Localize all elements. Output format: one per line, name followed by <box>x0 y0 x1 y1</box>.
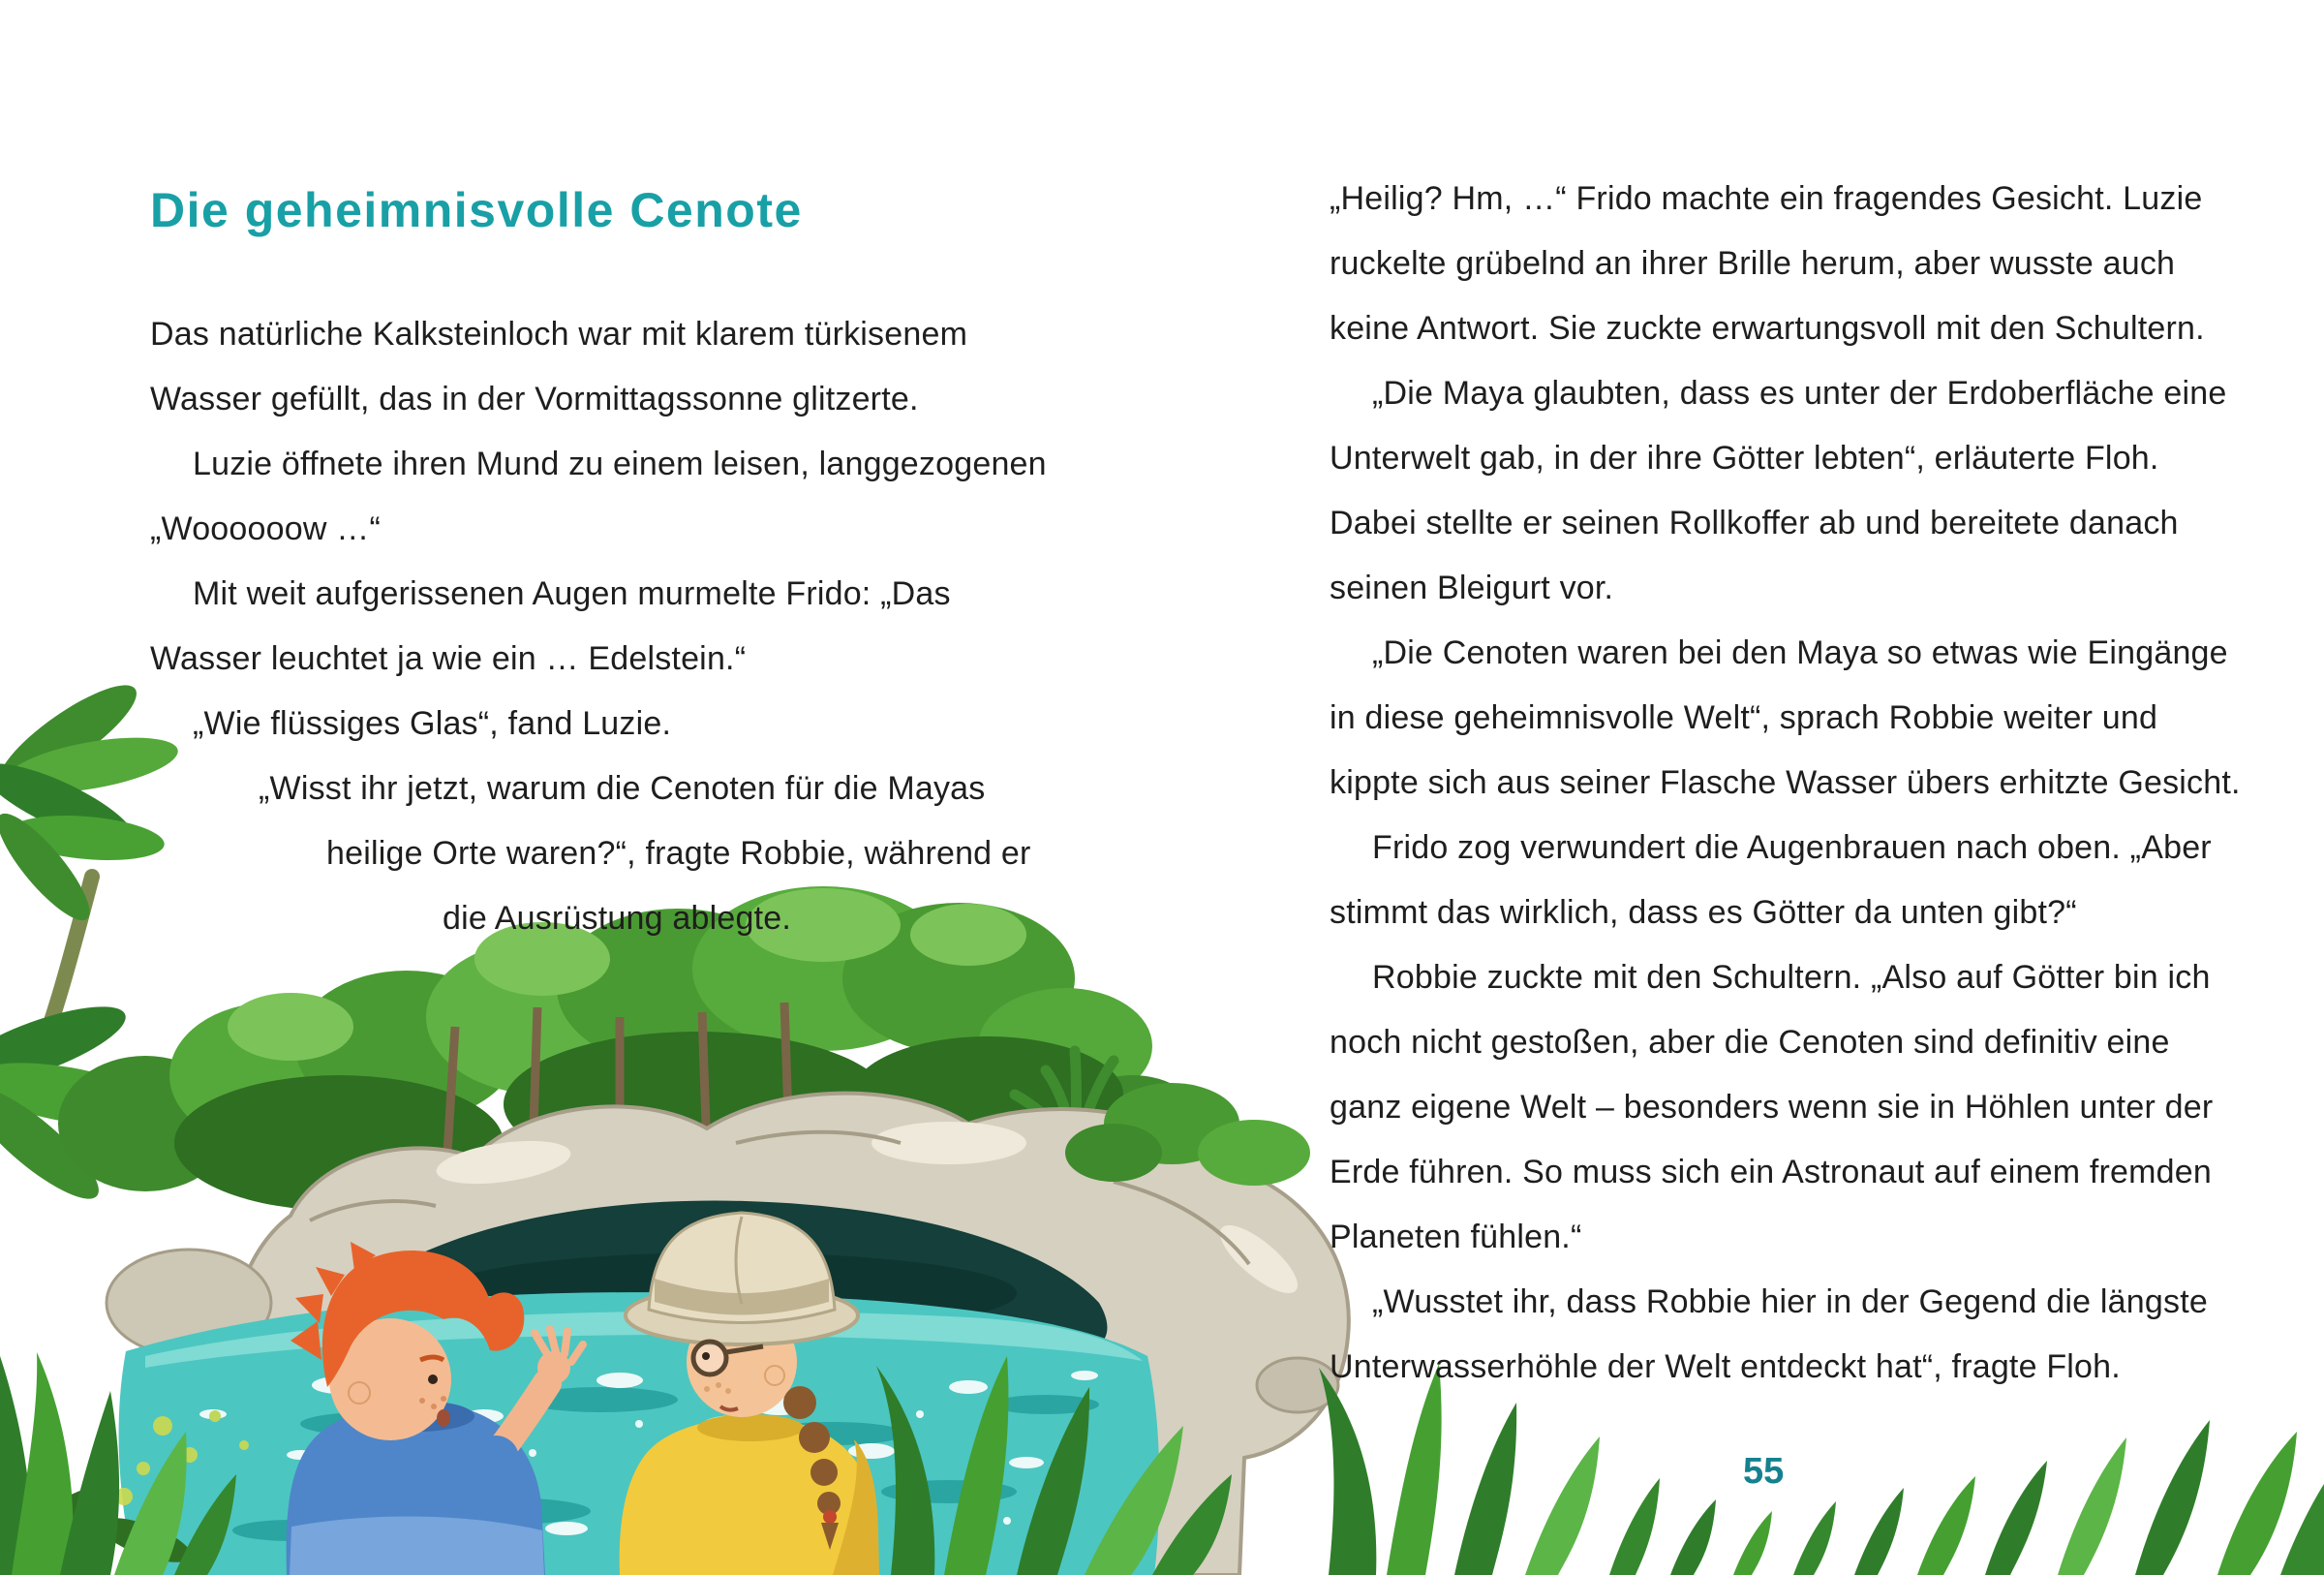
text-line: „Wie flüssiges Glas“, fand Luzie. <box>193 705 672 742</box>
left-page-text <box>150 302 1080 951</box>
text-line: Das natürliche Kalksteinloch war mit klarem türkisenem <box>150 316 968 353</box>
text-line: „Heilig? Hm, …“ Frido machte ein fragendes Gesicht. Luzie <box>1330 180 2203 217</box>
text-line: Dabei stellte er seinen Rollkoffer ab und bereitete danach <box>1330 505 2179 541</box>
text-line: die Ausrüstung ablegte. <box>443 900 791 937</box>
text-line: in diese geheimnisvolle Welt“, sprach Robbie weiter und <box>1330 699 2158 736</box>
text-line: kippte sich aus seiner Flasche Wasser übers erhitzte Gesicht. <box>1330 764 2241 801</box>
text-line: seinen Bleigurt vor. <box>1330 570 1614 606</box>
text-line: ganz eigene Welt – besonders wenn sie in Höhlen unter der <box>1330 1089 2214 1126</box>
text-line: keine Antwort. Sie zuckte erwartungsvoll mit den Schultern. <box>1330 310 2205 347</box>
text-line: Luzie öffnete ihren Mund zu einem leisen, langgezogenen <box>193 446 1047 482</box>
text-line: Wasser gefüllt, das in der Vormittagssonne glitzerte. <box>150 381 919 417</box>
text-line: „Wisst ihr jetzt, warum die Cenoten für die Mayas <box>259 770 986 807</box>
text-line: Unterwasserhöhle der Welt entdeckt hat“, fragte Floh. <box>1330 1348 2121 1385</box>
text-line: heilige Orte waren?“, fragte Robbie, während er <box>326 835 1031 872</box>
text-line: „Die Maya glaubten, dass es unter der Erdoberfläche eine <box>1372 375 2227 412</box>
text-line: „Wusstet ihr, dass Robbie hier in der Gegend die längste <box>1372 1283 2208 1320</box>
text-line: „Die Cenoten waren bei den Maya so etwas wie Eingänge <box>1372 634 2228 671</box>
page-number: 55 <box>1743 1451 1785 1492</box>
text-line: Planeten fühlen.“ <box>1330 1219 1582 1255</box>
text-line: stimmt das wirklich, dass es Götter da unten gibt?“ <box>1330 894 2077 931</box>
text-line: Robbie zuckte mit den Schultern. „Also auf Götter bin ich <box>1372 959 2211 996</box>
text-line: Wasser leuchtet ja wie ein … Edelstein.“ <box>150 640 747 677</box>
text-line: noch nicht gestoßen, aber die Cenoten sind definitiv eine <box>1330 1024 2170 1061</box>
right-page-text <box>1330 167 2308 1400</box>
text-line: Unterwelt gab, in der ihre Götter lebten“, erläuterte Floh. <box>1330 440 2159 477</box>
chapter-title: Die geheimnisvolle Cenote <box>150 183 803 237</box>
text-line: Frido zog verwundert die Augenbrauen nach oben. „Aber <box>1372 829 2212 866</box>
text-line: „Woooooow …“ <box>150 510 381 547</box>
text-line: Mit weit aufgerissenen Augen murmelte Frido: „Das <box>193 575 951 612</box>
text-line: Erde führen. So muss sich ein Astronaut auf einem fremden <box>1330 1154 2212 1190</box>
text-line: ruckelte grübelnd an ihrer Brille herum, aber wusste auch <box>1330 245 2176 282</box>
